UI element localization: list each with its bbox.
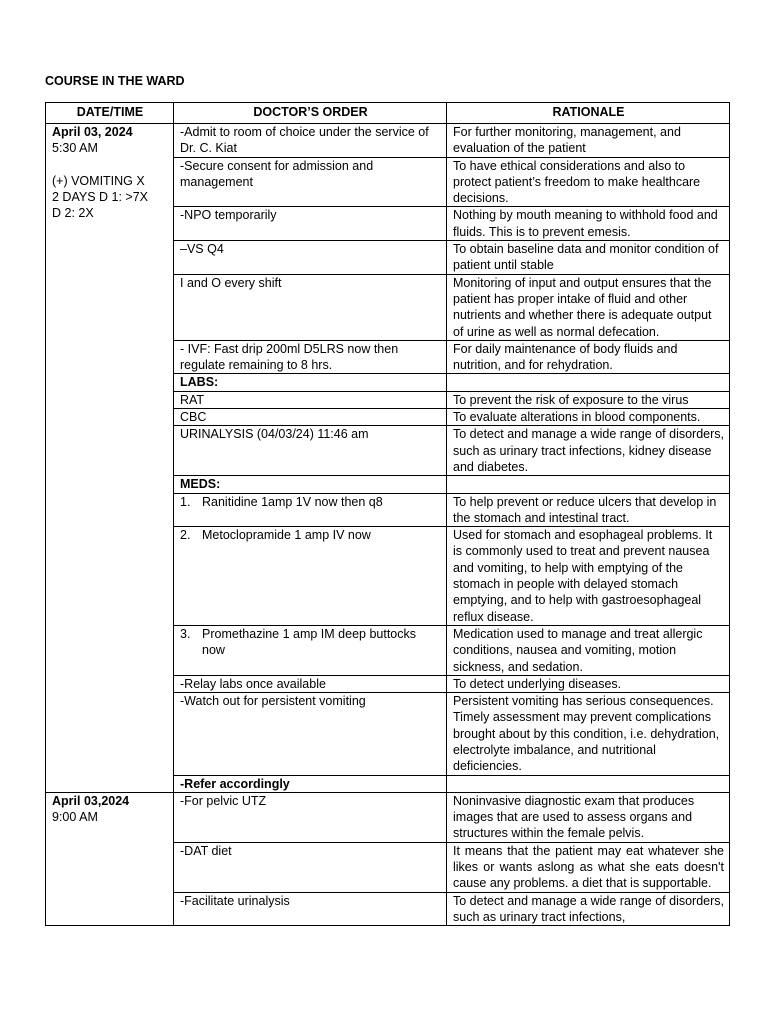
- order-cell: -Facilitate urinalysis: [174, 892, 447, 926]
- clinical-note: D 2: 2X: [52, 206, 94, 221]
- order-cell: -Secure consent for admission and management: [174, 157, 447, 207]
- lab-order-cell: URINALYSIS (04/03/24) 11:46 am: [174, 426, 447, 476]
- empty-cell: [447, 476, 730, 493]
- rationale-cell: To have ethical considerations and also to protect patient’s freedom to make healthcare decisions.: [447, 157, 730, 207]
- lab-order-cell: CBC: [174, 409, 447, 426]
- lab-order-cell: RAT: [174, 391, 447, 408]
- rationale-cell: To detect and manage a wide range of disorders, such as urinary tract infections, kidney disease and diabetes.: [447, 426, 730, 476]
- order-cell: –VS Q4: [174, 241, 447, 275]
- med-number: 2.: [180, 528, 191, 543]
- entry-time: 5:30 AM: [52, 141, 98, 156]
- rationale-cell: Noninvasive diagnostic exam that produces images that are used to assess organs and structures within the female pelvis.: [447, 792, 730, 842]
- section-title: COURSE IN THE WARD: [45, 74, 185, 88]
- header-date-time: DATE/TIME: [46, 103, 174, 124]
- header-doctors-order: DOCTOR’S ORDER: [174, 103, 447, 124]
- labs-heading: LABS:: [174, 374, 447, 391]
- clinical-note: 2 DAYS D 1: >7X: [52, 189, 148, 204]
- rationale-cell: For daily maintenance of body fluids and nutrition, and for rehydration.: [447, 340, 730, 374]
- order-cell: - IVF: Fast drip 200ml D5LRS now then regulate remaining to 8 hrs.: [174, 340, 447, 374]
- rationale-cell: For further monitoring, management, and evaluation of the patient: [447, 124, 730, 158]
- date-cell: [46, 124, 174, 793]
- rationale-cell: To detect underlying diseases.: [447, 675, 730, 692]
- rationale-cell: To prevent the risk of exposure to the virus: [447, 391, 730, 408]
- clinical-note: (+) VOMITING X: [52, 173, 145, 188]
- table-row: [46, 792, 730, 842]
- rationale-cell: It means that the patient may eat whatever she likes or wants aslong as what she eats doesn't cause any problems. a diet that is supportable.: [447, 842, 730, 892]
- med-number: 3.: [180, 626, 191, 641]
- order-cell: -Watch out for persistent vomiting: [174, 693, 447, 775]
- table-row: [46, 124, 730, 158]
- med-order-cell: [174, 625, 447, 675]
- order-cell: I and O every shift: [174, 274, 447, 340]
- rationale-cell: To obtain baseline data and monitor condition of patient until stable: [447, 241, 730, 275]
- date-cell: [46, 792, 174, 925]
- order-cell: -For pelvic UTZ: [174, 792, 447, 842]
- meds-heading: MEDS:: [174, 476, 447, 493]
- rationale-cell: Medication used to manage and treat allergic conditions, nausea and vomiting, motion sickness, and sedation.: [447, 625, 730, 675]
- rationale-cell: To detect and manage a wide range of disorders, such as urinary tract infections,: [447, 892, 730, 926]
- table-header-row: [46, 103, 730, 124]
- order-cell: -Admit to room of choice under the service of Dr. C. Kiat: [174, 124, 447, 158]
- med-order-cell: [174, 493, 447, 527]
- med-name: Metoclopramide 1 amp IV now: [202, 528, 371, 543]
- entry-time: 9:00 AM: [52, 810, 98, 825]
- rationale-cell: To evaluate alterations in blood components.: [447, 409, 730, 426]
- empty-cell: [447, 775, 730, 792]
- order-cell: -Relay labs once available: [174, 675, 447, 692]
- rationale-cell: Monitoring of input and output ensures that the patient has proper intake of fluid and other nutrients and whether there is adequate output of urine as well as normal defecation.: [447, 274, 730, 340]
- entry-date: April 03,2024: [52, 793, 130, 808]
- med-name: Ranitidine 1amp 1V now then q8: [202, 494, 383, 509]
- order-cell: -DAT diet: [174, 842, 447, 892]
- header-rationale: RATIONALE: [447, 103, 730, 124]
- rationale-cell: To help prevent or reduce ulcers that develop in the stomach and intestinal tract.: [447, 493, 730, 527]
- med-order-cell: [174, 527, 447, 626]
- rationale-cell: Persistent vomiting has serious consequences. Timely assessment may prevent complications brought about by this condition, i.e. dehydration, electrolyte imbalance, and nutritional deficiencies.: [447, 693, 730, 775]
- order-cell: -NPO temporarily: [174, 207, 447, 241]
- course-table: [45, 102, 730, 926]
- med-name: Promethazine 1 amp IM deep buttocks now: [202, 626, 417, 658]
- med-number: 1.: [180, 494, 191, 509]
- rationale-cell: Nothing by mouth meaning to withhold food and fluids. This is to prevent emesis.: [447, 207, 730, 241]
- rationale-cell: Used for stomach and esophageal problems. It is commonly used to treat and prevent nausea and vomiting, to help with emptying of the stomach in people with delayed stomach emptying, and to help with gastroesophageal reflux disease.: [447, 527, 730, 626]
- empty-cell: [447, 374, 730, 391]
- entry-date: April 03, 2024: [52, 125, 133, 139]
- refer-cell: -Refer accordingly: [174, 775, 447, 792]
